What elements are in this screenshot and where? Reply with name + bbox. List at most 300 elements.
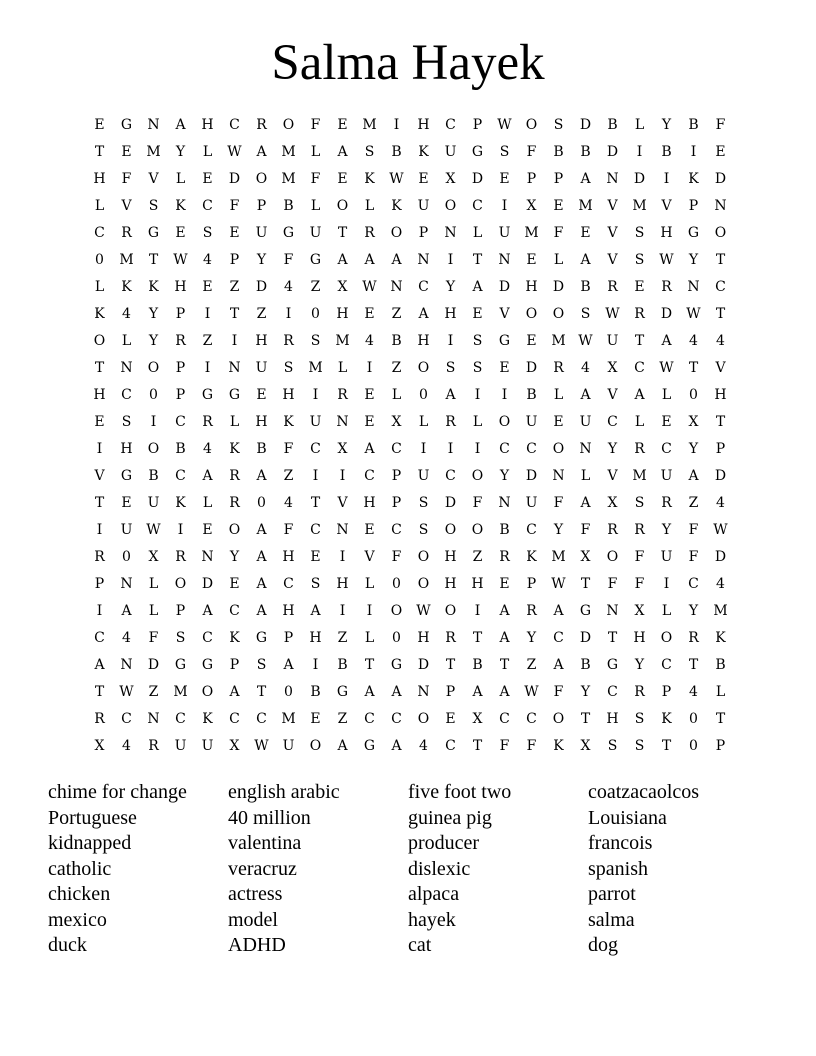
grid-letter: U [255, 225, 268, 241]
grid-letter: O [390, 603, 403, 619]
grid-letter: O [525, 117, 538, 133]
grid-letter: R [229, 468, 240, 484]
grid-letter: S [418, 522, 429, 538]
grid-letter: W [605, 306, 620, 322]
grid-letter: R [526, 603, 537, 619]
grid-letter: B [175, 441, 186, 457]
grid-letter: C [229, 711, 240, 727]
grid-letter: N [687, 279, 700, 295]
grid-letter: O [552, 441, 565, 457]
grid-letter: E [364, 522, 375, 538]
grid-letter: 4 [284, 495, 293, 511]
grid-letter: O [228, 522, 241, 538]
grid-letter: T [661, 738, 672, 754]
grid-letter: H [417, 333, 430, 349]
grid-letter: C [202, 630, 213, 646]
grid-letter: O [552, 711, 565, 727]
grid-letter: 0 [284, 684, 293, 700]
grid-letter: F [688, 549, 699, 565]
grid-letter: X [229, 738, 240, 754]
grid-letter: L [580, 468, 591, 484]
grid-letter: I [474, 387, 481, 403]
grid-letter: F [229, 198, 240, 214]
grid-letter: V [337, 495, 348, 511]
grid-letter: S [418, 495, 429, 511]
grid-letter: E [634, 279, 645, 295]
grid-letter: T [472, 738, 483, 754]
grid-letter: F [121, 171, 132, 187]
grid-letter: L [661, 603, 672, 619]
grid-letter: Y [661, 522, 672, 538]
grid-letter: O [552, 306, 565, 322]
grid-letter: V [607, 468, 618, 484]
grid-letter: R [553, 360, 564, 376]
grid-letter: M [281, 711, 296, 727]
grid-letter: W [173, 252, 188, 268]
grid-letter: E [364, 306, 375, 322]
word-list-item: chime for change [48, 781, 187, 803]
grid-letter: W [389, 171, 404, 187]
grid-letter: T [715, 414, 726, 430]
grid-letter: C [202, 198, 213, 214]
grid-row [86, 382, 734, 409]
grid-row [86, 112, 734, 139]
grid-letter: R [283, 333, 294, 349]
grid-letter: S [634, 225, 645, 241]
grid-letter: 0 [689, 738, 698, 754]
word-list-item: hayek [408, 908, 456, 931]
grid-letter: E [499, 171, 510, 187]
grid-letter: M [173, 684, 188, 700]
grid-letter: B [715, 657, 726, 673]
grid-letter: G [120, 468, 133, 484]
grid-letter: I [501, 387, 508, 403]
grid-letter: A [202, 603, 213, 619]
grid-letter: F [283, 441, 294, 457]
grid-letter: T [337, 225, 348, 241]
grid-row [86, 247, 734, 274]
grid-letter: F [688, 522, 699, 538]
grid-letter: P [175, 360, 186, 376]
grid-letter: 4 [203, 252, 212, 268]
grid-letter: N [498, 495, 511, 511]
grid-letter: R [364, 225, 375, 241]
grid-letter: S [445, 360, 456, 376]
word-list-item: catholic [48, 857, 112, 880]
grid-letter: D [714, 468, 727, 484]
grid-letter: K [121, 279, 132, 295]
grid-letter: D [228, 171, 241, 187]
grid-letter: R [337, 387, 348, 403]
grid-letter: 0 [95, 252, 104, 268]
grid-letter: O [714, 225, 727, 241]
grid-letter: O [660, 630, 673, 646]
grid-letter: A [391, 684, 402, 700]
grid-letter: H [444, 576, 457, 592]
grid-row [86, 625, 734, 652]
grid-letter: A [283, 657, 294, 673]
grid-row [86, 706, 734, 733]
grid-letter: B [310, 684, 321, 700]
grid-letter: A [391, 252, 402, 268]
grid-letter: I [447, 252, 454, 268]
grid-letter: I [393, 117, 400, 133]
grid-letter: H [255, 414, 268, 430]
grid-letter: I [663, 171, 670, 187]
grid-letter: O [498, 414, 511, 430]
grid-letter: H [336, 306, 349, 322]
grid-letter: A [364, 441, 375, 457]
grid-letter: D [525, 468, 538, 484]
grid-letter: C [526, 522, 537, 538]
grid-letter: D [471, 171, 484, 187]
grid-letter: Y [634, 657, 645, 673]
word-list-item: alpaca [408, 883, 460, 905]
grid-letter: L [310, 144, 321, 160]
grid-letter: L [94, 198, 105, 214]
grid-letter: 4 [581, 360, 590, 376]
grid-letter: P [229, 657, 240, 673]
grid-letter: S [121, 414, 132, 430]
grid-letter: O [282, 117, 295, 133]
word-list-item: veracruz [228, 857, 297, 880]
grid-letter: C [391, 711, 402, 727]
grid-letter: A [580, 171, 591, 187]
grid-letter: R [94, 711, 105, 727]
grid-letter: F [553, 684, 564, 700]
grid-letter: C [634, 360, 645, 376]
grid-letter: Y [688, 603, 699, 619]
grid-letter: K [688, 171, 699, 187]
grid-letter: Y [688, 441, 699, 457]
grid-letter: L [202, 144, 213, 160]
grid-letter: G [606, 657, 619, 673]
grid-letter: T [364, 657, 375, 673]
grid-letter: C [229, 117, 240, 133]
grid-row [86, 517, 734, 544]
grid-letter: G [255, 630, 268, 646]
grid-letter: H [417, 117, 430, 133]
grid-letter: S [310, 576, 321, 592]
grid-letter: Z [688, 495, 699, 511]
grid-letter: B [391, 333, 402, 349]
grid-letter: N [714, 198, 727, 214]
grid-letter: C [526, 711, 537, 727]
grid-letter: S [175, 630, 186, 646]
grid-letter: P [445, 684, 456, 700]
grid-letter: U [444, 144, 457, 160]
grid-letter: H [660, 225, 673, 241]
word-list-item: actress [228, 883, 283, 905]
grid-letter: V [94, 468, 105, 484]
grid-letter: A [580, 387, 591, 403]
word-list-item: ADHD [228, 934, 286, 956]
grid-letter: P [661, 684, 672, 700]
grid-letter: R [499, 549, 510, 565]
grid-letter: C [688, 576, 699, 592]
grid-row [86, 598, 734, 625]
grid-letter: 0 [122, 549, 131, 565]
grid-letter: T [715, 252, 726, 268]
grid-letter: N [498, 252, 511, 268]
grid-letter: P [472, 117, 483, 133]
grid-letter: Z [229, 279, 240, 295]
grid-letter: L [553, 252, 564, 268]
grid-letter: R [634, 306, 645, 322]
grid-letter: C [121, 387, 132, 403]
grid-letter: G [174, 657, 187, 673]
grid-letter: R [661, 279, 672, 295]
grid-letter: C [310, 441, 321, 457]
grid-letter: C [445, 738, 456, 754]
grid-letter: I [150, 414, 157, 430]
grid-letter: E [499, 360, 510, 376]
grid-letter: F [472, 495, 483, 511]
grid-letter: C [445, 468, 456, 484]
grid-letter: R [202, 414, 213, 430]
grid-letter: D [606, 144, 619, 160]
grid-letter: O [417, 360, 430, 376]
word-list-item: duck [48, 934, 87, 956]
grid-letter: G [336, 684, 349, 700]
grid-letter: P [391, 495, 402, 511]
grid-letter: T [94, 495, 105, 511]
grid-letter: O [309, 738, 322, 754]
grid-letter: R [607, 522, 618, 538]
word-list-item: kidnapped [48, 832, 132, 854]
grid-letter: C [607, 414, 618, 430]
grid-letter: 4 [689, 684, 698, 700]
grid-letter: A [472, 279, 483, 295]
grid-letter: 0 [392, 630, 401, 646]
grid-letter: B [472, 657, 483, 673]
grid-letter: K [229, 441, 240, 457]
grid-letter: P [526, 576, 537, 592]
grid-letter: S [472, 360, 483, 376]
grid-letter: A [256, 576, 267, 592]
grid-letter: T [256, 684, 267, 700]
grid-letter: 4 [203, 441, 212, 457]
grid-letter: R [634, 684, 645, 700]
grid-letter: E [94, 117, 105, 133]
grid-letter: O [471, 468, 484, 484]
grid-letter: N [147, 117, 160, 133]
grid-letter: W [578, 333, 593, 349]
grid-letter: E [202, 279, 213, 295]
grid-letter: L [391, 387, 402, 403]
grid-letter: W [659, 360, 674, 376]
grid-letter: W [362, 279, 377, 295]
grid-letter: U [309, 225, 322, 241]
grid-letter: D [255, 279, 268, 295]
grid-letter: L [418, 414, 429, 430]
grid-letter: T [715, 306, 726, 322]
grid-row [86, 409, 734, 436]
grid-letter: C [445, 117, 456, 133]
grid-letter: P [175, 306, 186, 322]
grid-letter: H [255, 333, 268, 349]
grid-letter: L [715, 684, 726, 700]
grid-letter: C [607, 684, 618, 700]
word-list-item: english arabic [228, 781, 340, 803]
grid-letter: K [202, 711, 213, 727]
grid-letter: A [337, 144, 348, 160]
grid-letter: L [202, 495, 213, 511]
grid-letter: S [634, 711, 645, 727]
grid-letter: E [526, 333, 537, 349]
grid-letter: 0 [419, 387, 428, 403]
grid-letter: A [121, 603, 132, 619]
grid-letter: N [606, 603, 619, 619]
grid-letter: X [337, 279, 348, 295]
grid-letter: R [148, 738, 159, 754]
grid-letter: E [499, 576, 510, 592]
grid-letter: L [337, 360, 348, 376]
grid-letter: F [553, 225, 564, 241]
grid-letter: 0 [149, 387, 158, 403]
grid-letter: D [552, 279, 565, 295]
grid-letter: S [607, 738, 618, 754]
grid-letter: E [445, 711, 456, 727]
grid-letter: U [417, 468, 430, 484]
grid-letter: 4 [284, 279, 293, 295]
grid-letter: S [202, 225, 213, 241]
grid-letter: T [445, 657, 456, 673]
grid-letter: Y [688, 252, 699, 268]
grid-letter: T [688, 657, 699, 673]
grid-letter: X [607, 495, 618, 511]
grid-letter: S [580, 306, 591, 322]
grid-letter: C [553, 630, 564, 646]
grid-letter: E [121, 495, 132, 511]
grid-letter: F [391, 549, 402, 565]
word-list-item: Louisiana [588, 806, 667, 829]
grid-letter: H [93, 387, 106, 403]
grid-letter: U [417, 198, 430, 214]
grid-letter: C [256, 711, 267, 727]
grid-letter: A [256, 549, 267, 565]
grid-letter: I [447, 333, 454, 349]
grid-letter: E [661, 414, 672, 430]
grid-letter: T [94, 144, 105, 160]
grid-letter: P [418, 225, 429, 241]
grid-letter: H [282, 387, 295, 403]
grid-letter: S [148, 198, 159, 214]
grid-letter: O [390, 225, 403, 241]
grid-letter: O [174, 576, 187, 592]
grid-letter: W [686, 306, 701, 322]
grid-letter: Y [148, 306, 159, 322]
grid-letter: L [364, 576, 375, 592]
grid-letter: E [715, 144, 726, 160]
grid-letter: C [391, 441, 402, 457]
grid-letter: B [553, 144, 564, 160]
word-list-item: dog [588, 934, 618, 956]
grid-row [86, 490, 734, 517]
grid-letter: E [94, 414, 105, 430]
grid-letter: B [580, 279, 591, 295]
grid-letter: G [120, 117, 133, 133]
grid-letter: D [498, 279, 511, 295]
grid-letter: N [417, 684, 430, 700]
word-list-item: five foot two [408, 781, 512, 803]
grid-letter: A [418, 306, 429, 322]
grid-letter: G [579, 603, 592, 619]
word-list-item: coatzacaolcos [588, 781, 700, 803]
grid-letter: H [444, 306, 457, 322]
grid-letter: N [147, 711, 160, 727]
grid-letter: I [474, 603, 481, 619]
grid-letter: R [661, 495, 672, 511]
grid-letter: R [634, 441, 645, 457]
grid-letter: 4 [122, 306, 131, 322]
grid-letter: T [688, 360, 699, 376]
grid-letter: E [364, 387, 375, 403]
grid-letter: 0 [392, 576, 401, 592]
grid-letter: H [282, 549, 295, 565]
grid-letter: N [552, 468, 565, 484]
grid-letter: I [96, 441, 103, 457]
grid-letter: Y [526, 630, 537, 646]
grid-letter: T [229, 306, 240, 322]
grid-letter: N [606, 171, 619, 187]
grid-letter: C [391, 522, 402, 538]
grid-letter: K [148, 279, 159, 295]
grid-letter: P [283, 630, 294, 646]
grid-letter: F [526, 144, 537, 160]
grid-letter: T [94, 684, 105, 700]
grid-letter: Z [337, 630, 348, 646]
grid-row [86, 436, 734, 463]
grid-letter: E [337, 117, 348, 133]
word-search-grid [86, 112, 734, 760]
grid-letter: A [364, 684, 375, 700]
grid-letter: 4 [689, 333, 698, 349]
grid-letter: V [607, 387, 618, 403]
grid-letter: V [715, 360, 726, 376]
grid-letter: A [310, 603, 321, 619]
grid-letter: B [391, 144, 402, 160]
grid-row [86, 679, 734, 706]
grid-letter: Y [229, 549, 240, 565]
grid-letter: G [201, 657, 214, 673]
grid-letter: R [445, 630, 456, 646]
grid-letter: T [310, 495, 321, 511]
grid-letter: F [634, 576, 645, 592]
grid-letter: F [715, 117, 726, 133]
grid-letter: A [256, 144, 267, 160]
grid-letter: C [175, 468, 186, 484]
grid-letter: C [526, 441, 537, 457]
grid-letter: X [445, 171, 456, 187]
grid-row [86, 355, 734, 382]
grid-row [86, 139, 734, 166]
grid-letter: R [229, 495, 240, 511]
grid-letter: Z [202, 333, 213, 349]
grid-letter: I [501, 198, 508, 214]
grid-letter: T [94, 360, 105, 376]
grid-letter: L [175, 171, 186, 187]
grid-letter: Y [499, 468, 510, 484]
word-list-item: francois [588, 832, 653, 854]
grid-letter: B [526, 387, 537, 403]
grid-letter: O [444, 522, 457, 538]
grid-letter: N [336, 414, 349, 430]
grid-letter: B [148, 468, 159, 484]
grid-letter: N [120, 360, 133, 376]
grid-letter: M [713, 603, 728, 619]
grid-letter: E [229, 225, 240, 241]
